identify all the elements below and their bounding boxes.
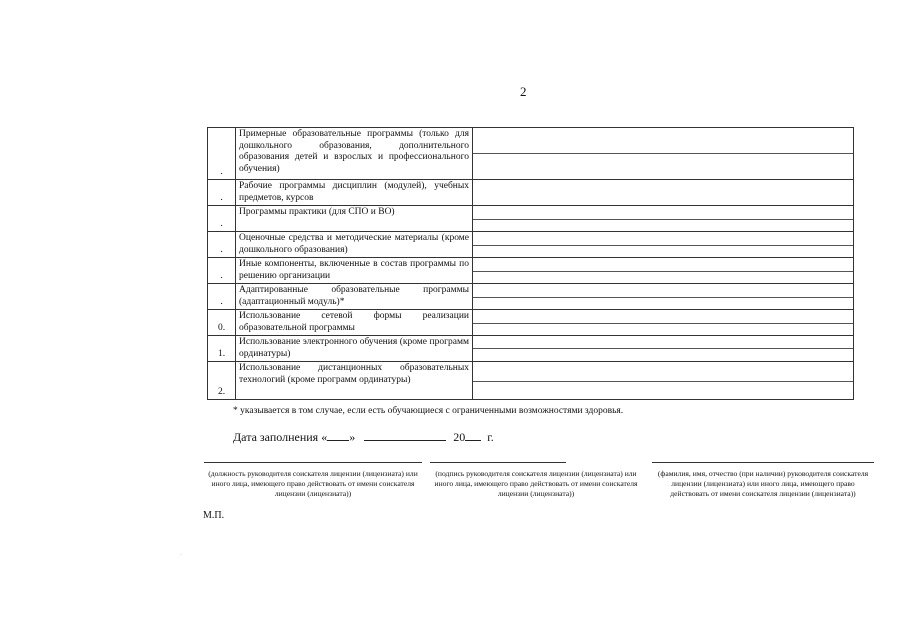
signature-sign-block <box>430 462 642 499</box>
row-description: Программы практики (для СПО и ВО) <box>236 206 473 232</box>
table-row <box>208 258 854 284</box>
row-value-cell[interactable] <box>473 180 854 206</box>
table-row <box>208 336 854 362</box>
row-description: Использование электронного обучения (кроме программ ординатуры) <box>236 336 473 362</box>
table-row <box>208 284 854 310</box>
row-description: Использование сетевой формы реализации образовательной программы <box>236 310 473 336</box>
row-value-cell[interactable] <box>473 128 854 180</box>
row-description: Использование дистанционных образовательных технологий (кроме программ ординатуры) <box>236 362 473 400</box>
row-number: . <box>208 180 236 206</box>
row-description: Адаптированные образовательные программы (адаптационный модуль)* <box>236 284 473 310</box>
row-description: Оценочные средства и методические материалы (кроме дошкольного образования) <box>236 232 473 258</box>
row-description: Примерные образовательные программы (только для дошкольного образования, дополнительного образования детей и взрослых и профессионального обучения) <box>236 128 473 180</box>
day-blank[interactable] <box>327 429 349 441</box>
scan-speck: · <box>180 552 182 558</box>
year-suffix: г. <box>487 430 494 444</box>
year-prefix: 20 <box>453 430 466 444</box>
fill-date-line <box>233 429 494 445</box>
row-number: . <box>208 206 236 232</box>
date-label: Дата заполнения « <box>233 430 328 444</box>
row-number: . <box>208 258 236 284</box>
table-row <box>208 180 854 206</box>
signature-rule[interactable] <box>204 462 422 469</box>
signature-position-block <box>204 462 422 499</box>
row-number: . <box>208 128 236 180</box>
program-components-table <box>207 127 854 400</box>
row-value-cell[interactable] <box>473 232 854 258</box>
signature-name-block <box>652 462 874 499</box>
name-caption: (фамилия, имя, отчество (при наличии) руководителя соискателя лицензии (лицензиата) или иного лица, имеющего право действовать от имени соискателя лицензии (лицензиата)) <box>657 469 869 498</box>
page-number: 2 <box>520 84 527 99</box>
row-value-cell[interactable] <box>473 310 854 336</box>
signature-caption: (подпись руководителя соискателя лицензии (лицензиата) или иного лица, имеющего право действовать от имени соискателя лицензии (лицензиата)) <box>434 469 638 498</box>
table-row <box>208 232 854 258</box>
table-row <box>208 128 854 180</box>
position-caption: (должность руководителя соискателя лицензии (лицензиата) или иного лица, имеющего право действовать от имени соискателя лицензии (лицензиата)) <box>208 469 418 498</box>
row-number: . <box>208 284 236 310</box>
month-blank[interactable] <box>364 429 446 441</box>
row-value-cell[interactable] <box>473 258 854 284</box>
row-number: 1. <box>208 336 236 362</box>
stamp-label: М.П. <box>203 510 225 521</box>
row-description: Рабочие программы дисциплин (модулей), учебных предметов, курсов <box>236 180 473 206</box>
row-number: 0. <box>208 310 236 336</box>
signature-rule[interactable] <box>430 462 566 469</box>
table-row <box>208 310 854 336</box>
signature-rule[interactable] <box>652 462 874 469</box>
date-quote-close: » <box>349 430 356 444</box>
row-value-cell[interactable] <box>473 336 854 362</box>
table-row <box>208 206 854 232</box>
row-value-cell[interactable] <box>473 284 854 310</box>
row-value-cell[interactable] <box>473 206 854 232</box>
row-number: . <box>208 232 236 258</box>
row-description: Иные компоненты, включенные в состав программы по решению организации <box>236 258 473 284</box>
footnote: * указывается в том случае, если есть обучающиеся с ограниченными возможностями здоровья. <box>233 406 624 416</box>
table-row <box>208 362 854 400</box>
year-blank[interactable] <box>465 429 481 441</box>
row-value-cell[interactable] <box>473 362 854 400</box>
row-number: 2. <box>208 362 236 400</box>
